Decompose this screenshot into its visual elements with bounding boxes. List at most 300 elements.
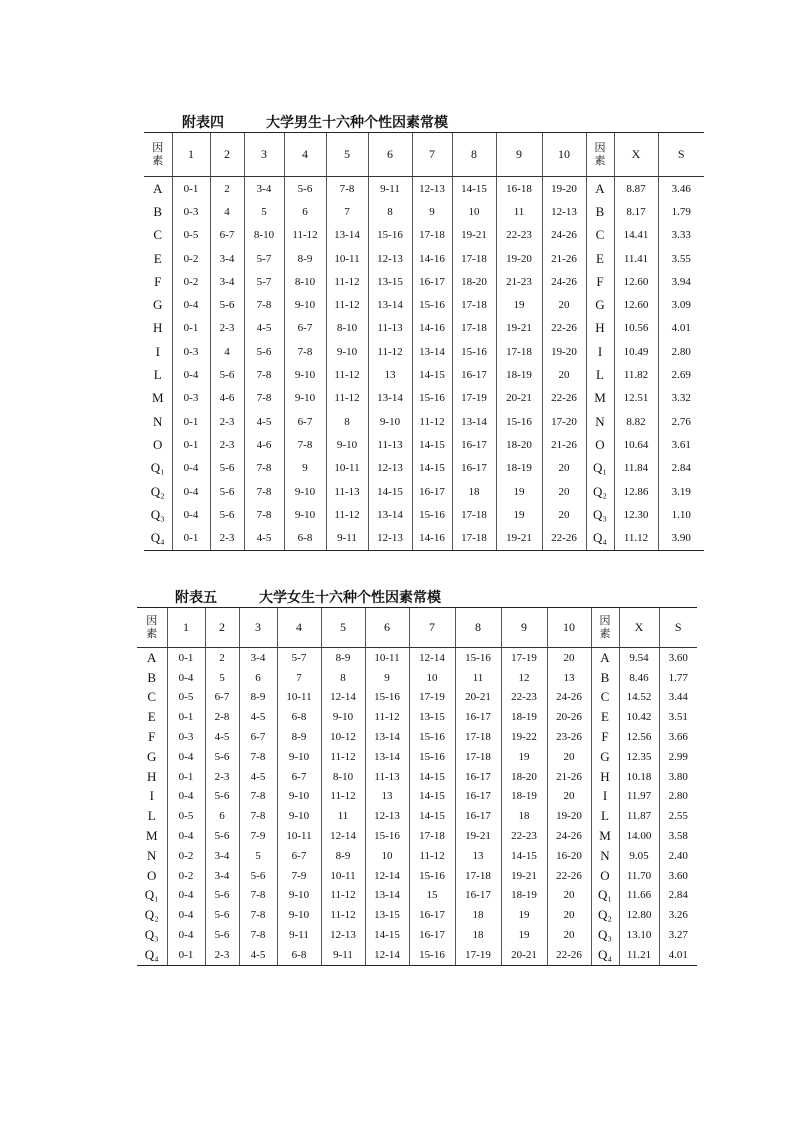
factor-cell: N <box>153 413 163 429</box>
table-cell: 20 <box>542 480 586 503</box>
factor-cell: L <box>147 808 156 824</box>
table-cell: 6-7 <box>277 767 321 787</box>
table-cell: 7-9 <box>239 826 277 846</box>
table-cell: 4-6 <box>210 387 244 410</box>
table-cell: 14.52 <box>619 688 659 708</box>
table-cell: 0-1 <box>172 317 210 340</box>
table-cell: 13-14 <box>365 747 409 767</box>
table-cell: 0-3 <box>172 340 210 363</box>
table-cell: 10-12 <box>321 727 365 747</box>
table-row <box>137 648 697 668</box>
table-cell: 12.30 <box>614 503 658 526</box>
table-cell: 14.00 <box>619 826 659 846</box>
table-cell: 0-4 <box>172 480 210 503</box>
table-cell: 3-4 <box>205 866 239 886</box>
table-cell: 3.55 <box>658 247 704 270</box>
table-cell: 16-17 <box>452 433 496 456</box>
table4-header-cell: 2 <box>210 133 244 177</box>
table-cell: 13-14 <box>412 340 452 363</box>
factor-cell: G <box>153 297 163 313</box>
table-cell: 11-12 <box>326 503 368 526</box>
table-cell: 11.41 <box>614 247 658 270</box>
table-row <box>144 410 704 433</box>
table-cell: 10 <box>365 846 409 866</box>
table-cell: 1.79 <box>658 200 704 223</box>
table-cell: 18 <box>455 905 501 925</box>
table-cell: 17-18 <box>412 224 452 247</box>
factor-cell: N <box>586 410 614 433</box>
table-cell: 19 <box>501 905 547 925</box>
table-cell: 2-3 <box>205 945 239 965</box>
table-cell: 8.17 <box>614 200 658 223</box>
table-cell: 21-23 <box>496 270 542 293</box>
table-cell: 13 <box>547 668 591 688</box>
table-cell: 9-10 <box>277 905 321 925</box>
table-row <box>144 526 704 550</box>
factor-cell: M <box>586 387 614 410</box>
table-row <box>137 767 697 787</box>
table-cell: 11-12 <box>326 387 368 410</box>
table-cell: 13-14 <box>368 293 412 316</box>
table-cell: 3.32 <box>658 387 704 410</box>
table-cell: 15-16 <box>365 688 409 708</box>
table-cell: 12-14 <box>409 648 455 668</box>
table-cell: 9-10 <box>284 293 326 316</box>
table-cell: 13-15 <box>409 707 455 727</box>
table-cell: 11-12 <box>321 747 365 767</box>
table-cell: 20-26 <box>547 707 591 727</box>
table-cell: 21-26 <box>547 767 591 787</box>
table5-header-cell: 9 <box>501 608 547 648</box>
table-cell: 13-14 <box>368 503 412 526</box>
table-cell: 0-3 <box>172 387 210 410</box>
table-cell: 2.80 <box>658 340 704 363</box>
table4-title: 大学男生十六种个性因素常模 <box>266 116 448 131</box>
table-cell: 9-11 <box>277 925 321 945</box>
table-cell: 11 <box>496 200 542 223</box>
table-cell: 20 <box>547 747 591 767</box>
factor-cell: L <box>591 806 619 826</box>
factor-cell: Q₄ <box>137 945 167 965</box>
table-cell: 15-16 <box>368 224 412 247</box>
table-cell: 21-26 <box>542 247 586 270</box>
table-cell: 15-16 <box>409 747 455 767</box>
table-cell: 18-19 <box>501 886 547 906</box>
table-cell: 7-8 <box>284 433 326 456</box>
table-cell: 9 <box>365 668 409 688</box>
factor-cell: Q₄ <box>586 526 614 550</box>
table-cell: 0-4 <box>167 886 205 906</box>
table-cell: 0-5 <box>167 806 205 826</box>
factor-cell: Q₂ <box>144 907 159 923</box>
table5-header-cell: 2 <box>205 608 239 648</box>
factor-cell: L <box>586 363 614 386</box>
table-cell: 19 <box>496 503 542 526</box>
table-cell: 12-13 <box>321 925 365 945</box>
table5-header-row <box>137 608 697 648</box>
table4-header-row <box>144 133 704 177</box>
table-cell: 11-12 <box>368 340 412 363</box>
table-cell: 23-26 <box>547 727 591 747</box>
table-cell: 8-9 <box>239 688 277 708</box>
table-row <box>144 317 704 340</box>
table-cell: 0-1 <box>167 707 205 727</box>
table-row <box>137 806 697 826</box>
factor-cell: A <box>147 649 157 665</box>
table-cell: 11.82 <box>614 363 658 386</box>
table-cell: 3.90 <box>658 526 704 550</box>
table-cell: 6 <box>205 806 239 826</box>
table-cell: 24-26 <box>542 270 586 293</box>
factor-cell: B <box>591 668 619 688</box>
table-cell: 7-8 <box>244 363 284 386</box>
table4-header-cell <box>144 133 172 177</box>
table-cell: 11-12 <box>326 270 368 293</box>
table-cell: 3-4 <box>239 648 277 668</box>
factor-cell: M <box>591 826 619 846</box>
table-row <box>137 747 697 767</box>
factor-cell: H <box>591 767 619 787</box>
table-cell: 11-13 <box>365 767 409 787</box>
table-cell: 18 <box>452 480 496 503</box>
table-cell: 2.80 <box>659 787 697 807</box>
table-cell: 8-10 <box>326 317 368 340</box>
table-cell: 3-4 <box>210 247 244 270</box>
table-cell: 7-8 <box>284 340 326 363</box>
table-cell: 0-4 <box>167 905 205 925</box>
factor-cell: H <box>147 768 157 784</box>
factor-cell: F <box>154 273 162 289</box>
table-cell: 13 <box>365 787 409 807</box>
table-cell: 3.58 <box>659 826 697 846</box>
table-cell: 3.09 <box>658 293 704 316</box>
table-cell: 12.86 <box>614 480 658 503</box>
table-cell: 5-6 <box>205 925 239 945</box>
table-cell: 18-19 <box>496 363 542 386</box>
table-cell: 7-8 <box>239 806 277 826</box>
table-cell: 17-19 <box>455 945 501 965</box>
table-cell: 19 <box>501 747 547 767</box>
table-cell: 5 <box>244 200 284 223</box>
table-cell: 3.19 <box>658 480 704 503</box>
table-row <box>144 363 704 386</box>
table-cell: 9-10 <box>368 410 412 433</box>
table4-header-cell: X <box>614 133 658 177</box>
table-cell: 10-11 <box>277 826 321 846</box>
table-cell: 10-11 <box>277 688 321 708</box>
factor-cell: A <box>153 180 163 196</box>
table-cell: 8-10 <box>321 767 365 787</box>
table-cell: 0-1 <box>167 945 205 965</box>
table-cell: 6 <box>239 668 277 688</box>
table-cell: 3-4 <box>210 270 244 293</box>
factor-cell: C <box>147 689 157 705</box>
table4-header-cell: 5 <box>326 133 368 177</box>
factor-cell: N <box>147 847 157 863</box>
factor-cell: O <box>147 867 157 883</box>
factor-head-char: 素 <box>146 627 158 640</box>
table-cell: 19-20 <box>496 247 542 270</box>
table-cell: 8-10 <box>284 270 326 293</box>
table-row <box>137 905 697 925</box>
table-cell: 5-7 <box>244 270 284 293</box>
table-cell: 10.49 <box>614 340 658 363</box>
table-cell: 3-4 <box>244 177 284 201</box>
table-row <box>137 945 697 965</box>
table-cell: 14-15 <box>412 433 452 456</box>
table-cell: 10 <box>409 668 455 688</box>
table-cell: 4-5 <box>239 945 277 965</box>
table-cell: 3.51 <box>659 707 697 727</box>
table-cell: 10-11 <box>321 866 365 886</box>
table-cell: 4-6 <box>244 433 284 456</box>
table-row <box>144 200 704 223</box>
table-cell: 10.64 <box>614 433 658 456</box>
factor-cell: Q₃ <box>586 503 614 526</box>
table-cell: 4-5 <box>244 317 284 340</box>
table-cell: 9.05 <box>619 846 659 866</box>
table-cell: 16-17 <box>452 457 496 480</box>
table-cell: 7-8 <box>239 787 277 807</box>
table-cell: 15-16 <box>496 410 542 433</box>
table-cell: 7-8 <box>239 886 277 906</box>
table-cell: 5-6 <box>210 363 244 386</box>
table-cell: 19 <box>496 480 542 503</box>
table-cell: 9-10 <box>277 886 321 906</box>
table-cell: 8-9 <box>321 846 365 866</box>
table-cell: 11 <box>321 806 365 826</box>
table-cell: 22-26 <box>542 317 586 340</box>
table5-header-cell: S <box>659 608 697 648</box>
table-cell: 11.70 <box>619 866 659 886</box>
table4-caption <box>144 110 704 132</box>
table-cell: 3-4 <box>205 846 239 866</box>
factor-cell: C <box>586 224 614 247</box>
table-row <box>144 177 704 201</box>
table-cell: 10.42 <box>619 707 659 727</box>
table-cell: 15-16 <box>455 648 501 668</box>
table-cell: 7-8 <box>244 387 284 410</box>
table-cell: 0-1 <box>167 648 205 668</box>
factor-cell: Q₄ <box>591 945 619 965</box>
table-cell: 15-16 <box>365 826 409 846</box>
table-cell: 13-15 <box>368 270 412 293</box>
factor-cell: N <box>591 846 619 866</box>
table5-header-cell: 3 <box>239 608 277 648</box>
table-row <box>137 866 697 886</box>
table-cell: 9-10 <box>277 747 321 767</box>
table-cell: 18-19 <box>501 707 547 727</box>
table-cell: 0-4 <box>167 925 205 945</box>
table-cell: 5-6 <box>210 480 244 503</box>
table-cell: 11-12 <box>321 886 365 906</box>
table-cell: 8.46 <box>619 668 659 688</box>
table-cell: 12.60 <box>614 293 658 316</box>
table-cell: 12-14 <box>365 945 409 965</box>
table-cell: 18-20 <box>501 767 547 787</box>
table-cell: 8-10 <box>244 224 284 247</box>
table-cell: 6-7 <box>210 224 244 247</box>
table-row <box>137 707 697 727</box>
table-cell: 6-7 <box>239 727 277 747</box>
table-cell: 0-4 <box>167 668 205 688</box>
table-cell: 13.10 <box>619 925 659 945</box>
table-cell: 14.41 <box>614 224 658 247</box>
table-cell: 5-6 <box>210 293 244 316</box>
table-cell: 19-20 <box>547 806 591 826</box>
table-cell: 10.18 <box>619 767 659 787</box>
table-cell: 11-12 <box>326 293 368 316</box>
table-cell: 3.66 <box>659 727 697 747</box>
table-cell: 8 <box>321 668 365 688</box>
table4-header-cell: 4 <box>284 133 326 177</box>
table5-number: 附表五 <box>175 591 217 606</box>
table-cell: 11-12 <box>409 846 455 866</box>
table-cell: 19-21 <box>452 224 496 247</box>
table-cell: 8-9 <box>321 648 365 668</box>
table-cell: 6-8 <box>277 945 321 965</box>
table-cell: 11-13 <box>326 480 368 503</box>
factor-cell: B <box>153 203 163 219</box>
table-cell: 2.84 <box>658 457 704 480</box>
table-cell: 6-7 <box>284 317 326 340</box>
table4-header-cell: 10 <box>542 133 586 177</box>
table-cell: 4 <box>210 200 244 223</box>
table-cell: 16-20 <box>547 846 591 866</box>
table4-number: 附表四 <box>182 116 224 131</box>
table-cell: 18-19 <box>496 457 542 480</box>
factor-cell: E <box>586 247 614 270</box>
factor-cell: E <box>147 709 156 725</box>
table-cell: 7-8 <box>239 925 277 945</box>
table-cell: 11-12 <box>365 707 409 727</box>
table-cell: 7-8 <box>326 177 368 201</box>
table-cell: 15-16 <box>412 293 452 316</box>
table-cell: 6-8 <box>277 707 321 727</box>
table-cell: 7-8 <box>244 503 284 526</box>
table-cell: 11.84 <box>614 457 658 480</box>
table-cell: 4-5 <box>205 727 239 747</box>
table-cell: 24-26 <box>547 688 591 708</box>
table-cell: 12.80 <box>619 905 659 925</box>
table-cell: 17-19 <box>409 688 455 708</box>
table-cell: 14-15 <box>501 846 547 866</box>
table-row <box>137 668 697 688</box>
table-cell: 12.56 <box>619 727 659 747</box>
table-cell: 15 <box>409 886 455 906</box>
table-cell: 0-2 <box>167 846 205 866</box>
table-cell: 20 <box>547 648 591 668</box>
table-cell: 11-12 <box>412 410 452 433</box>
factor-cell: B <box>586 200 614 223</box>
table-cell: 2.69 <box>658 363 704 386</box>
table-cell: 14-15 <box>368 480 412 503</box>
table-cell: 16-17 <box>409 925 455 945</box>
factor-cell: B <box>147 669 157 685</box>
table-cell: 19 <box>501 925 547 945</box>
table-cell: 13-15 <box>365 905 409 925</box>
table-cell: 13 <box>455 846 501 866</box>
factor-cell: C <box>153 227 163 243</box>
table-row <box>144 480 704 503</box>
table-cell: 7-8 <box>244 293 284 316</box>
factor-cell: Q₁ <box>150 460 165 476</box>
table-cell: 4-5 <box>244 526 284 550</box>
table-cell: 17-20 <box>542 410 586 433</box>
table-cell: 9-11 <box>368 177 412 201</box>
table-row <box>137 886 697 906</box>
table-cell: 1.10 <box>658 503 704 526</box>
table-cell: 2-3 <box>210 526 244 550</box>
table-cell: 14-16 <box>412 247 452 270</box>
table-cell: 8-9 <box>284 247 326 270</box>
table-cell: 20-21 <box>455 688 501 708</box>
table-cell: 19-20 <box>542 340 586 363</box>
table5-header-cell: X <box>619 608 659 648</box>
table-cell: 9-11 <box>321 945 365 965</box>
table-cell: 8.87 <box>614 177 658 201</box>
table-cell: 0-1 <box>172 526 210 550</box>
table-cell: 19-21 <box>496 317 542 340</box>
table-row <box>144 224 704 247</box>
table-cell: 0-5 <box>172 224 210 247</box>
table-cell: 12-14 <box>321 826 365 846</box>
table-cell: 17-18 <box>452 317 496 340</box>
table-cell: 9-11 <box>326 526 368 550</box>
table5-header-cell: 6 <box>365 608 409 648</box>
factor-cell: F <box>586 270 614 293</box>
table-cell: 7 <box>326 200 368 223</box>
table-cell: 4.01 <box>659 945 697 965</box>
table-cell: 0-4 <box>167 747 205 767</box>
table-cell: 6-7 <box>284 410 326 433</box>
table-cell: 2 <box>205 648 239 668</box>
table-cell: 17-18 <box>455 866 501 886</box>
table-cell: 22-26 <box>542 526 586 550</box>
table-cell: 13-14 <box>452 410 496 433</box>
table-cell: 1.77 <box>659 668 697 688</box>
table-cell: 16-17 <box>455 787 501 807</box>
table-cell: 18 <box>501 806 547 826</box>
table5-header-cell: 4 <box>277 608 321 648</box>
factor-head-char: 因 <box>599 614 611 627</box>
factor-head-char: 素 <box>594 154 606 167</box>
factor-head-char: 素 <box>599 627 611 640</box>
table-cell: 0-1 <box>172 433 210 456</box>
table-cell: 12-13 <box>412 177 452 201</box>
table-cell: 0-2 <box>167 866 205 886</box>
table-cell: 12-13 <box>365 806 409 826</box>
table5-title: 大学女生十六种个性因素常模 <box>259 591 441 606</box>
table-row <box>144 270 704 293</box>
table-cell: 12-14 <box>365 866 409 886</box>
table-cell: 5 <box>239 846 277 866</box>
table-row <box>137 925 697 945</box>
table-cell: 9.54 <box>619 648 659 668</box>
table-cell: 13-14 <box>368 387 412 410</box>
factor-cell: O <box>586 433 614 456</box>
table-cell: 0-1 <box>172 177 210 201</box>
table-cell: 12-13 <box>368 526 412 550</box>
table-cell: 10-11 <box>326 247 368 270</box>
table-cell: 10-11 <box>326 457 368 480</box>
factor-cell: G <box>147 748 157 764</box>
table-cell: 15-16 <box>452 340 496 363</box>
table-cell: 4.01 <box>658 317 704 340</box>
factor-cell: I <box>586 340 614 363</box>
table5 <box>137 607 697 966</box>
table-cell: 5 <box>205 668 239 688</box>
